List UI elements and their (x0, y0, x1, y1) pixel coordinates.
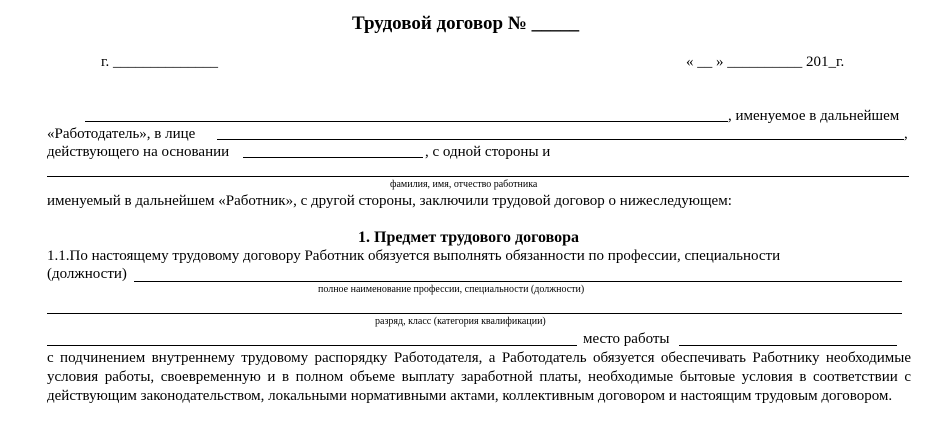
basis-line (243, 157, 423, 158)
grade-caption: разряд, класс (категория квалификации) (375, 316, 546, 327)
date-field: « __ » __________ 201_г. (686, 54, 845, 70)
document-title: Трудовой договор № _____ (352, 13, 580, 34)
representative-line (217, 139, 904, 140)
subordination-paragraph: с подчинением внутреннему трудовому распорядку Работодателя, а Работодатель обязуется обеспечивать Работнику необходимые условия работы, своевременную и в полном объеме выплату заработной платы, необходимые бытовые условия в соответствии с действующим законодательством, локальными нормативными актами, коллективным договором и настоящим трудовым договором. (47, 350, 911, 404)
city-field: г. ______________ (101, 54, 218, 70)
employee-name-line (47, 176, 909, 177)
workplace-line (679, 345, 897, 346)
representative-comma: , (904, 126, 908, 142)
employee-name-caption: фамилия, имя, отчество работника (390, 179, 538, 190)
employer-name-line (85, 121, 728, 122)
employer-named-text: , именуемое в дальнейшем (728, 108, 900, 124)
basis-label: действующего на основании (47, 144, 230, 160)
position-label: (должности) (47, 266, 127, 282)
clause-1-1-text: 1.1.По настоящему трудовому договору Работник обязуется выполнять обязанности по профессии, специальности (47, 248, 781, 264)
section-1-heading: 1. Предмет трудового договора (358, 229, 580, 246)
workplace-left-line (47, 345, 577, 346)
position-line (134, 281, 902, 282)
workplace-label: место работы (583, 331, 670, 347)
employee-named-text: именуемый в дальнейшем «Работник», с другой стороны, заключили трудовой договор о нижеследующем: (47, 193, 732, 209)
employer-label: «Работодатель», в лице (47, 126, 196, 142)
one-side-text: , с одной стороны и (425, 144, 551, 160)
grade-line (47, 313, 902, 314)
position-caption: полное наименование профессии, специальности (должности) (318, 284, 585, 295)
